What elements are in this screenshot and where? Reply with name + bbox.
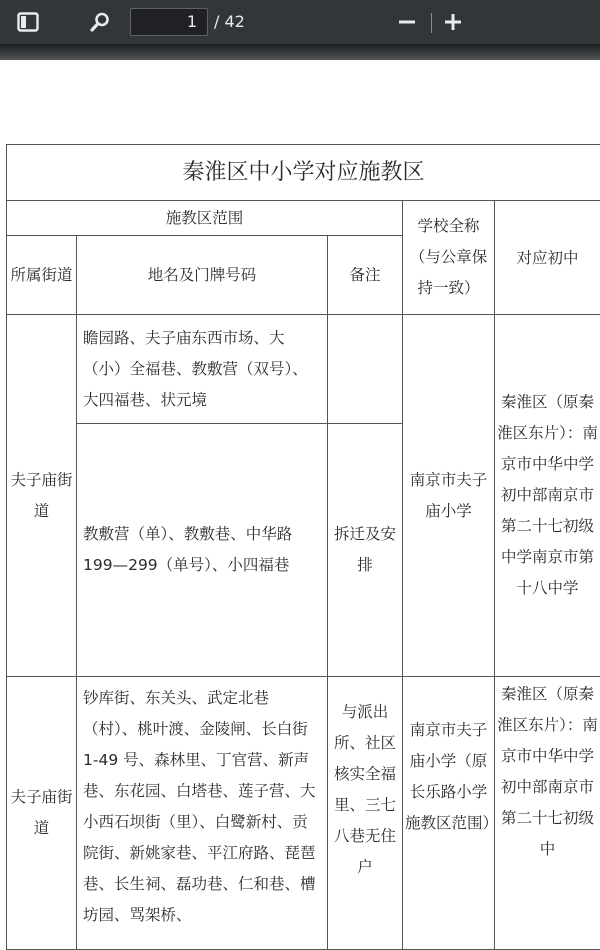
header-range: 施教区范围 bbox=[7, 201, 403, 236]
page-number-input[interactable]: 1 bbox=[130, 8, 208, 36]
header-address: 地名及门牌号码 bbox=[77, 236, 328, 315]
row1-school: 南京市夫子庙小学 bbox=[403, 315, 495, 677]
school-district-table bbox=[6, 144, 600, 950]
zoom-out-icon[interactable] bbox=[393, 8, 421, 36]
row3-address: 钞库街、东关头、武定北巷（村）、桃叶渡、金陵闸、长白街 1-49 号、森林里、丁官营、新声巷、东花园、白塔巷、莲子营、大小西石坝街（里）、白鹭新村、贡院街、新姚家巷、平江府路、琵琶巷、长生祠、磊功巷、仁和巷、槽坊园、骂架桥、 bbox=[77, 677, 328, 950]
row3-middle: 秦淮区（原秦淮区东片）：南京市中华中学初中部南京市第二十七初级中 bbox=[495, 677, 600, 950]
header-middle-school: 对应初中 bbox=[495, 201, 600, 315]
row1-remark bbox=[328, 315, 403, 424]
header-school-name: 学校全称（与公章保持一致） bbox=[403, 201, 495, 315]
search-icon[interactable] bbox=[86, 8, 114, 36]
row2-remark: 拆迁及安排 bbox=[328, 424, 403, 677]
row2-address: 教敷营（单）、教敷巷、中华路199—299（单号）、小四福巷 bbox=[77, 424, 328, 677]
zoom-in-icon[interactable] bbox=[439, 8, 467, 36]
pdf-toolbar bbox=[0, 0, 600, 44]
header-remark: 备注 bbox=[328, 236, 403, 315]
page-total-label: / 42 bbox=[214, 12, 245, 32]
header-street: 所属街道 bbox=[7, 236, 77, 315]
row3-remark: 与派出所、社区核实全福里、三七八巷无住户 bbox=[328, 677, 403, 950]
row3-street: 夫子庙街道 bbox=[7, 677, 77, 950]
sidebar-toggle-icon[interactable] bbox=[14, 8, 42, 36]
pdf-page bbox=[0, 60, 600, 948]
row1-address: 瞻园路、夫子庙东西市场、大（小）全福巷、教敷营（双号）、大四福巷、状元境 bbox=[77, 315, 328, 424]
toolbar-shadow bbox=[0, 44, 600, 60]
table-title: 秦淮区中小学对应施教区 bbox=[7, 145, 600, 201]
row3-school: 南京市夫子庙小学（原长乐路小学施教区范围） bbox=[403, 677, 495, 950]
row1-street: 夫子庙街道 bbox=[7, 315, 77, 677]
row1-middle: 秦淮区（原秦淮区东片）：南京市中华中学初中部南京市第二十七初级中学南京市第十八中学 bbox=[495, 315, 600, 677]
toolbar-divider bbox=[431, 13, 432, 33]
